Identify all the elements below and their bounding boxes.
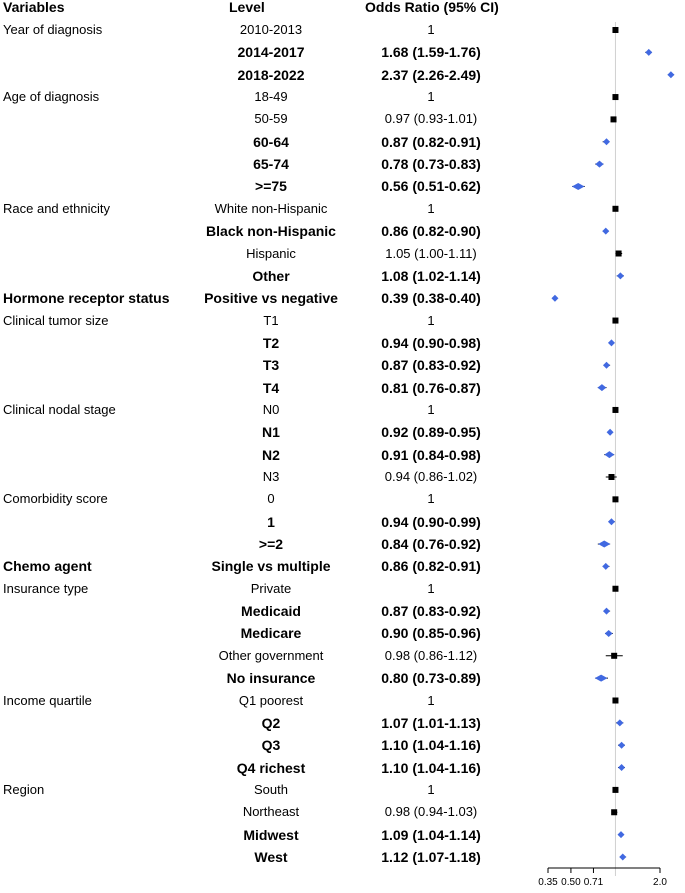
- odds-ratio-label: 0.81 (0.76-0.87): [381, 379, 481, 396]
- odds-ratio-label: 0.56 (0.51-0.62): [381, 178, 481, 195]
- odds-ratio-label: 1.09 (1.04-1.14): [381, 826, 481, 843]
- estimate-square: [608, 474, 614, 480]
- estimate-diamond: [605, 630, 613, 637]
- estimate-diamond: [595, 161, 603, 168]
- level-label: T1: [263, 312, 279, 328]
- odds-ratio-label: 1: [427, 401, 435, 417]
- odds-ratio-label: 1: [427, 200, 435, 216]
- estimate-square: [611, 653, 617, 659]
- odds-ratio-label: 0.94 (0.90-0.99): [381, 513, 481, 530]
- estimate-diamond: [607, 429, 614, 436]
- level-label: 2010-2013: [239, 22, 303, 37]
- estimate-diamond: [595, 675, 608, 682]
- level-label: Single vs multiple: [211, 558, 331, 575]
- estimate-diamond: [618, 764, 625, 771]
- odds-ratio-label: 1: [427, 89, 435, 105]
- odds-ratio-label: 1: [427, 22, 435, 37]
- estimate-diamond: [603, 138, 610, 145]
- level-label: Positive vs negative: [204, 290, 338, 307]
- estimate-diamond: [608, 518, 615, 525]
- odds-ratio-label: 0.87 (0.82-0.91): [381, 133, 481, 150]
- x-tick-label: 0.35: [538, 877, 558, 888]
- level-label: 65-74: [253, 156, 289, 173]
- level-label: No insurance: [226, 670, 316, 687]
- variable-label: Year of diagnosis: [3, 22, 103, 37]
- odds-ratio-label: 0.39 (0.38-0.40): [381, 290, 481, 307]
- odds-ratio-label: 1: [427, 491, 435, 507]
- odds-ratio-label: 0.92 (0.89-0.95): [381, 424, 481, 441]
- odds-ratio-label: 1: [427, 312, 435, 328]
- level-label: >=2: [258, 536, 284, 553]
- estimate-square: [611, 809, 617, 815]
- variable-label: Income quartile: [3, 692, 92, 708]
- odds-ratio-label: 0.80 (0.73-0.89): [381, 670, 481, 687]
- level-label: 1: [267, 513, 275, 530]
- odds-ratio-label: 0.78 (0.73-0.83): [381, 156, 481, 173]
- level-label: T3: [262, 357, 280, 374]
- odds-ratio-label: 0.98 (0.94-1.03): [384, 804, 478, 820]
- estimate-diamond: [645, 49, 652, 56]
- level-label: 2018-2022: [237, 66, 305, 83]
- header-variables: Variables: [3, 0, 65, 15]
- level-label: White non-Hispanic: [214, 200, 328, 216]
- level-label: Q2: [261, 714, 281, 731]
- variable-label: Clinical nodal stage: [3, 401, 116, 417]
- level-label: West: [254, 848, 288, 865]
- odds-ratio-label: 0.98 (0.86-1.12): [384, 647, 478, 663]
- odds-ratio-label: 0.97 (0.93-1.01): [384, 111, 478, 127]
- variable-label: Comorbidity score: [3, 491, 108, 507]
- odds-ratio-label: 0.91 (0.84-0.98): [381, 446, 481, 463]
- odds-ratio-label: 0.94 (0.86-1.02): [384, 469, 478, 484]
- level-label: Q1 poorest: [238, 692, 304, 708]
- variable-label: Race and ethnicity: [3, 200, 110, 216]
- odds-ratio-label: 1.05 (1.00-1.11): [385, 245, 477, 261]
- odds-ratio-label: 0.86 (0.82-0.91): [381, 558, 481, 575]
- estimate-square: [616, 251, 622, 257]
- odds-ratio-label: 0.90 (0.85-0.96): [381, 625, 481, 642]
- x-tick-label: 0.71: [583, 877, 604, 888]
- odds-ratio-label: 0.87 (0.83-0.92): [381, 357, 481, 374]
- level-label: Northeast: [242, 804, 300, 820]
- odds-ratio-label: 1: [427, 580, 435, 596]
- variable-label: Chemo agent: [3, 558, 92, 575]
- level-label: 60-64: [253, 133, 289, 150]
- odds-ratio-label: 0.94 (0.90-0.98): [381, 334, 481, 351]
- variable-label: Hormone receptor status: [3, 290, 170, 307]
- estimate-square: [612, 27, 618, 33]
- odds-ratio-label: 1.12 (1.07-1.18): [381, 848, 481, 865]
- level-label: N0: [262, 401, 280, 417]
- estimate-diamond: [618, 742, 625, 749]
- level-label: N1: [262, 424, 280, 441]
- estimate-diamond: [617, 272, 624, 279]
- estimate-square: [612, 496, 618, 502]
- level-label: Private: [250, 580, 292, 596]
- estimate-diamond: [667, 71, 674, 78]
- odds-ratio-label: 1: [427, 692, 435, 708]
- level-label: 0: [267, 491, 275, 507]
- odds-ratio-label: 1.07 (1.01-1.13): [381, 714, 481, 731]
- level-label: Other government: [218, 647, 324, 663]
- variable-label: Insurance type: [3, 580, 89, 596]
- level-label: Hispanic: [246, 245, 296, 261]
- estimate-diamond: [617, 831, 624, 838]
- odds-ratio-label: 1.08 (1.02-1.14): [381, 267, 481, 284]
- odds-ratio-label: 2.37 (2.26-2.49): [381, 66, 481, 83]
- variable-label: Clinical tumor size: [3, 312, 109, 328]
- estimate-diamond: [603, 362, 610, 369]
- estimate-diamond: [602, 228, 609, 235]
- estimate-diamond: [603, 608, 610, 615]
- level-label: N2: [262, 446, 280, 463]
- odds-ratio-label: 1.68 (1.59-1.76): [381, 44, 481, 61]
- x-tick-label: 2.0: [653, 877, 667, 888]
- odds-ratio-label: 1.10 (1.04-1.16): [381, 737, 481, 754]
- level-label: South: [254, 781, 288, 797]
- odds-ratio-label: 0.87 (0.83-0.92): [381, 603, 481, 620]
- level-label: Q3: [261, 737, 281, 754]
- level-label: 2014-2017: [237, 44, 305, 61]
- level-label: >=75: [255, 178, 287, 195]
- variable-label: Age of diagnosis: [3, 89, 100, 105]
- estimate-diamond: [604, 451, 614, 458]
- odds-ratio-label: 1.10 (1.04-1.16): [381, 759, 481, 776]
- x-tick-label: 0.50: [561, 877, 581, 888]
- estimate-diamond: [598, 541, 610, 548]
- level-label: Medicare: [240, 625, 302, 642]
- estimate-square: [612, 698, 618, 704]
- odds-ratio-label: 0.86 (0.82-0.90): [381, 223, 481, 240]
- level-label: Black non-Hispanic: [206, 223, 336, 240]
- level-label: 18-49: [254, 89, 288, 105]
- estimate-diamond: [616, 719, 623, 726]
- level-label: 50-59: [254, 111, 288, 127]
- estimate-diamond: [598, 384, 607, 391]
- variable-label: Region: [3, 781, 45, 797]
- header-level: Level: [229, 0, 265, 15]
- estimate-diamond: [572, 183, 585, 190]
- estimate-diamond: [619, 853, 626, 860]
- odds-ratio-label: 1: [427, 781, 435, 797]
- estimate-square: [612, 787, 618, 793]
- estimate-diamond: [551, 295, 558, 302]
- level-label: Other: [252, 267, 290, 284]
- level-label: Medicaid: [241, 603, 301, 620]
- estimate-diamond: [608, 339, 615, 346]
- level-label: Midwest: [243, 826, 299, 843]
- estimate-square: [611, 116, 617, 122]
- estimate-square: [612, 586, 618, 592]
- estimate-square: [612, 206, 618, 212]
- level-label: T4: [262, 379, 280, 396]
- level-label: N3: [262, 469, 280, 484]
- level-label: T2: [262, 334, 280, 351]
- odds-ratio-label: 0.84 (0.76-0.92): [381, 536, 481, 553]
- estimate-square: [612, 94, 618, 100]
- estimate-square: [612, 318, 618, 324]
- estimate-diamond: [602, 563, 609, 570]
- header-odds-ratio: Odds Ratio (95% CI): [365, 0, 499, 15]
- level-label: Q4 richest: [236, 759, 306, 776]
- estimate-square: [612, 407, 618, 413]
